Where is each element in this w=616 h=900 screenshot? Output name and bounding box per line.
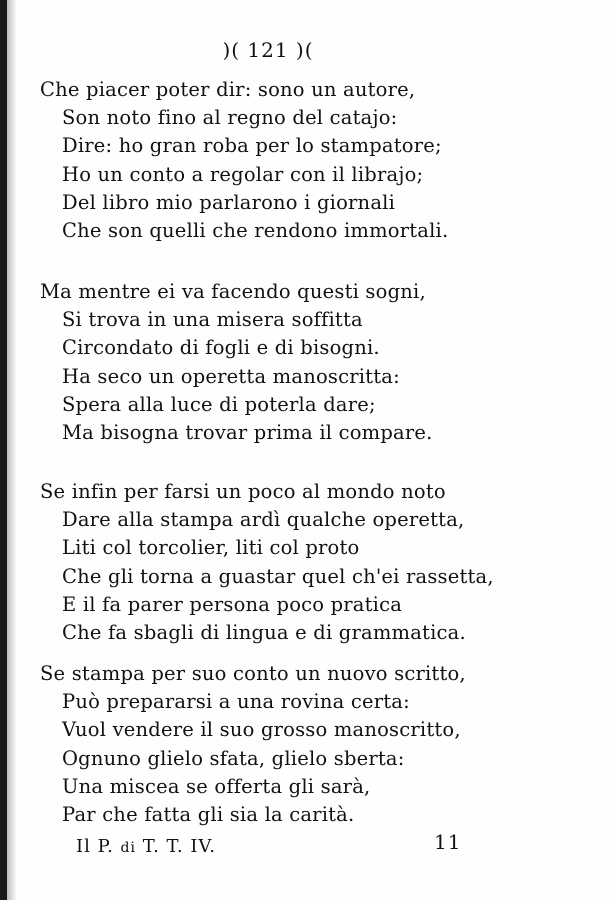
verse-line: Circondato di fogli e di bisogni. — [62, 336, 380, 360]
verse-line: Ognuno glielo sfata, glielo sberta: — [62, 746, 405, 770]
spine-shadow — [7, 0, 17, 900]
signature-p: P. — [97, 836, 114, 857]
verse-line: Ho un conto a regolar con il librajo; — [62, 162, 424, 186]
verse-line: Par che fatta gli sia la carità. — [62, 803, 355, 827]
verse-line: Ha seco un operetta manoscritta: — [62, 364, 400, 388]
verse-line: Spera alla luce di poterla dare; — [62, 392, 376, 416]
stanza-4 — [40, 660, 510, 829]
verse-line: E il fa parer persona poco pratica — [62, 592, 403, 616]
stanza-1 — [40, 76, 510, 245]
verse-line: Che son quelli che rendono immortali. — [62, 219, 449, 243]
verse-line: Son noto fino al regno del catajo: — [62, 106, 398, 130]
signature-mark — [76, 836, 216, 857]
verse-line: Una miscea se offerta gli sarà, — [62, 774, 371, 798]
stanza-3 — [40, 478, 510, 647]
verse-line: Che fa sbagli di lingua e di grammatica. — [62, 621, 466, 645]
verse-line: Che piacer poter dir: sono un autore, — [40, 78, 416, 101]
verse-line: Se infin per farsi un poco al mondo noto — [40, 480, 446, 503]
verse-line: Ma mentre ei va facendo questi sogni, — [40, 280, 426, 303]
verse-line: Che gli torna a guastar quel ch'ei rassetta, — [62, 564, 494, 588]
verse-line: Vuol vendere il suo grosso manoscritto, — [62, 718, 461, 742]
verse-line: Può prepararsi a una rovina certa: — [62, 690, 410, 714]
verse-line: Dire: ho gran roba per lo stampatore; — [62, 134, 442, 158]
verse-line: Si trova in una misera soffitta — [62, 308, 363, 332]
signature-il: Il — [76, 836, 91, 857]
signature-di: di — [120, 840, 136, 856]
verse-line: Del libro mio parlarono i giornali — [62, 190, 396, 214]
book-spine — [0, 0, 7, 900]
stanza-2 — [40, 278, 510, 447]
verse-line: Ma bisogna trovar prima il compare. — [62, 421, 433, 445]
verse-line: Se stampa per suo conto un nuovo scritto, — [40, 662, 466, 685]
page-header: )( 121 )( — [222, 38, 314, 62]
gathering-number: 11 — [434, 830, 462, 854]
signature-rest: T. T. IV. — [142, 836, 217, 857]
verse-line: Liti col torcolier, liti col proto — [62, 536, 360, 560]
verse-line: Dare alla stampa ardì qualche operetta, — [62, 508, 465, 532]
